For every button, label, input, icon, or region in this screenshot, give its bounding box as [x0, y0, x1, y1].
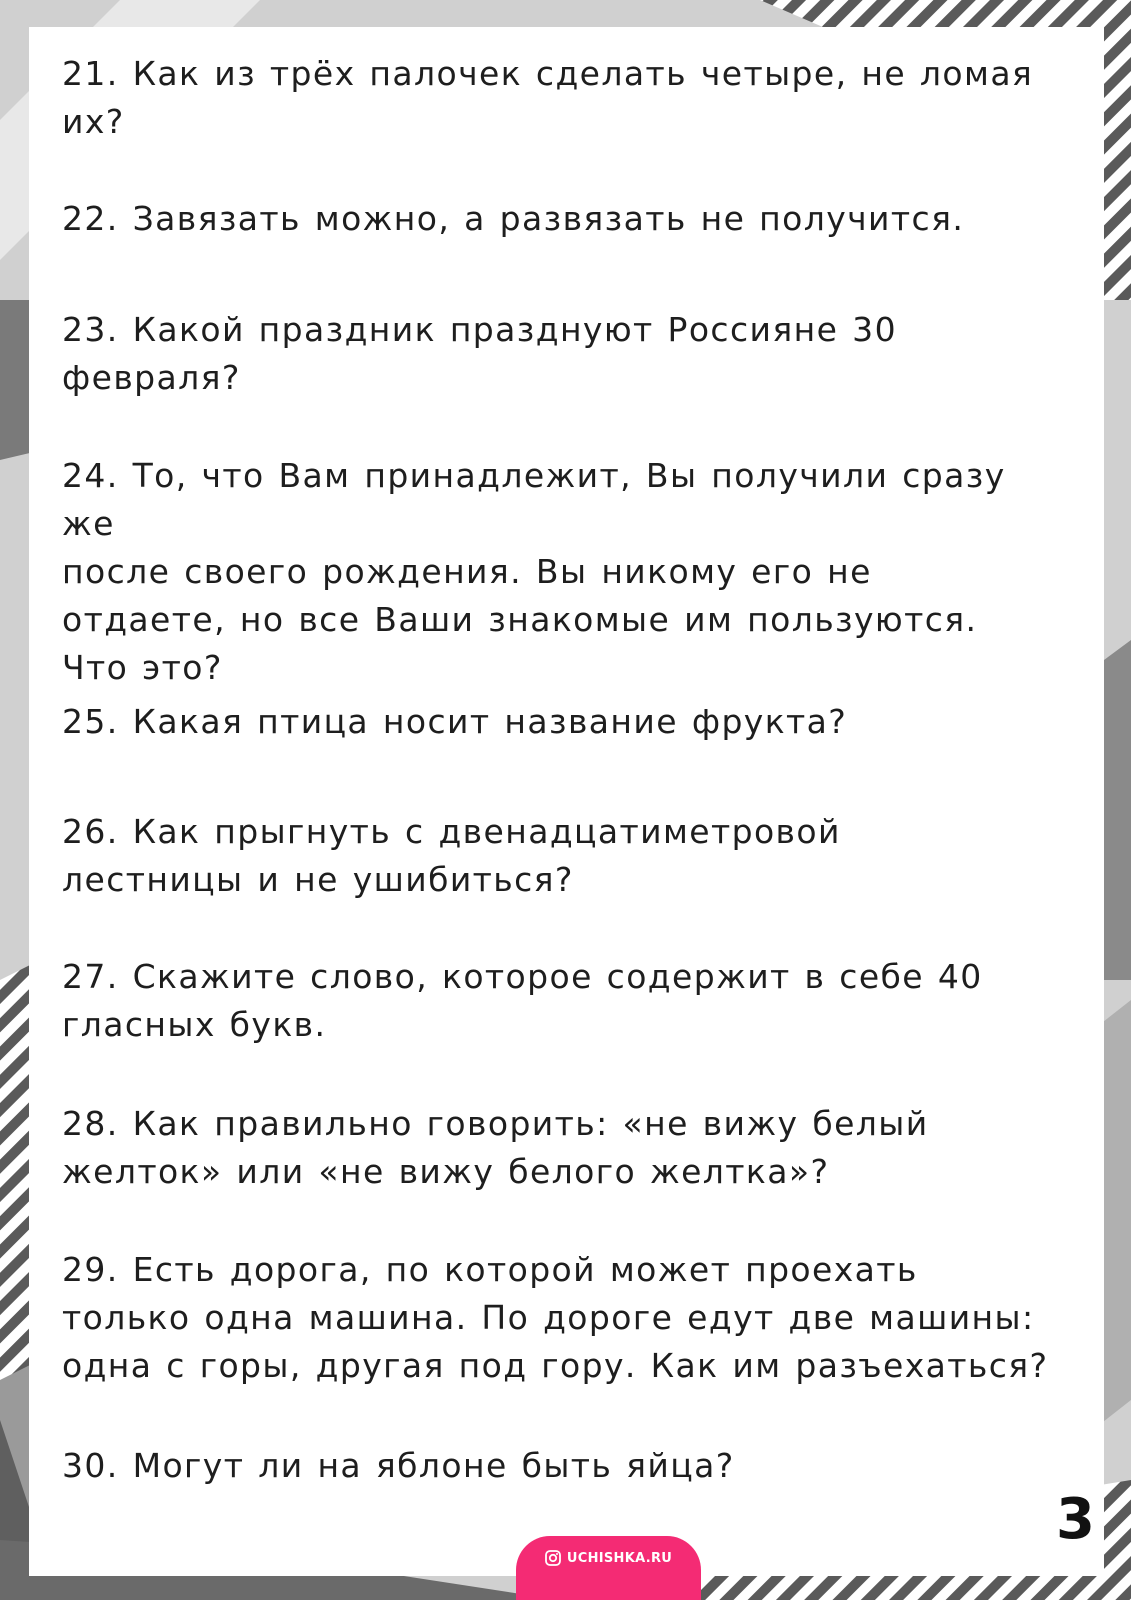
riddle-26 — [62, 808, 1072, 904]
riddle-line: лестницы и не ушибиться? — [62, 860, 574, 899]
riddle-line: Что это? — [62, 648, 223, 687]
riddle-line: 25. Какая птица носит название фрукта? — [62, 702, 848, 741]
riddle-25 — [62, 698, 1072, 746]
riddle-line: 27. Скажите слово, которое содержит в себе 40 — [62, 957, 983, 996]
riddle-line: одна с горы, другая под гору. Как им разъехаться? — [62, 1346, 1049, 1385]
riddle-line: 24. То, что Вам принадлежит, Вы получили сразу же — [62, 456, 1006, 543]
riddle-line: желток» или «не вижу белого желтка»? — [62, 1152, 830, 1191]
riddle-line: их? — [62, 102, 125, 141]
riddle-line: только одна машина. По дороге едут две машины: — [62, 1298, 1035, 1337]
riddle-line: после своего рождения. Вы никому его не — [62, 552, 872, 591]
riddle-line: 26. Как прыгнуть с двенадцатиметровой — [62, 812, 841, 851]
riddle-30 — [62, 1442, 1072, 1490]
riddle-28 — [62, 1100, 1072, 1196]
riddle-line: 22. Завязать можно, а развязать не получится. — [62, 199, 965, 238]
riddle-29 — [62, 1246, 1072, 1390]
riddle-23 — [62, 306, 1072, 402]
riddle-line: отдаете, но все Ваши знакомые им пользуются. — [62, 600, 978, 639]
riddle-22 — [62, 195, 1072, 243]
site-badge[interactable] — [516, 1536, 701, 1600]
riddle-line: февраля? — [62, 358, 241, 397]
riddle-line: гласных букв. — [62, 1005, 327, 1044]
instagram-icon — [545, 1550, 561, 1566]
page-number: 3 — [1056, 1487, 1095, 1552]
riddle-line: 23. Какой праздник празднуют Россияне 30 — [62, 310, 897, 349]
riddle-21 — [62, 50, 1072, 146]
badge-label: UCHISHKA.RU — [566, 1550, 673, 1566]
riddle-27 — [62, 953, 1072, 1049]
riddle-line: 29. Есть дорога, по которой может проехать — [62, 1250, 918, 1289]
riddle-line: 21. Как из трёх палочек сделать четыре, не ломая — [62, 54, 1034, 93]
riddle-line: 30. Могут ли на яблоне быть яйца? — [62, 1446, 735, 1485]
riddle-24 — [62, 452, 1072, 692]
riddle-line: 28. Как правильно говорить: «не вижу белый — [62, 1104, 929, 1143]
